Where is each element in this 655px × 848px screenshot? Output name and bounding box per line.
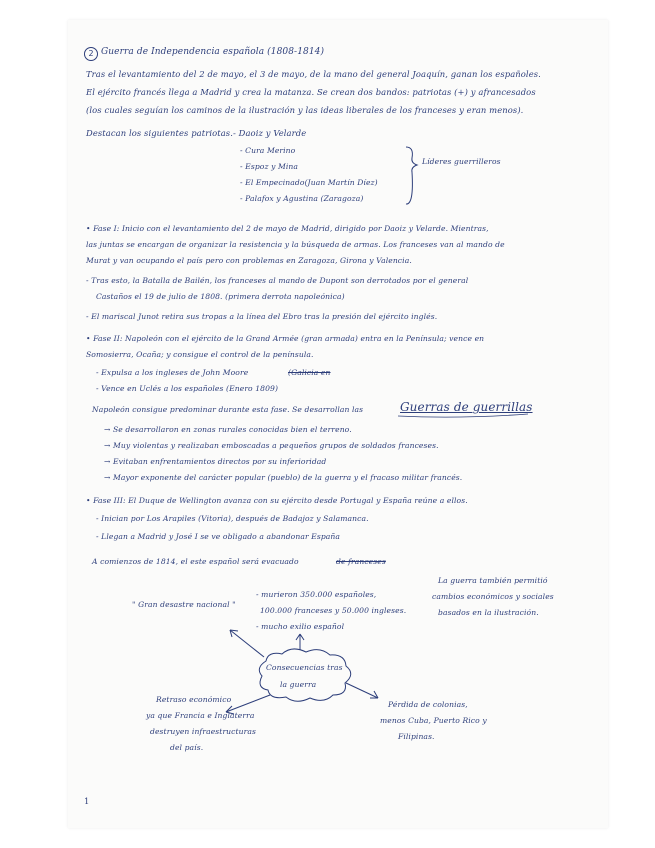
mindmap-deaths-line: - mucho exilio español	[256, 622, 345, 631]
mindmap-colonies-line: Filipinas.	[398, 732, 435, 741]
side-note-line: cambios económicos y sociales	[432, 592, 554, 601]
guerrilla-arrow-item: → Mayor exponente del carácter popular (pueblo) de la guerra y el fracaso militar francés.	[104, 473, 463, 482]
arrow-quote	[230, 630, 264, 657]
mindmap-economic-line: ya que Francia e Inglaterra	[146, 711, 255, 720]
fase3-line: - Inician por Los Arapiles (Vitoria), después de Badajoz y Salamanca.	[96, 514, 369, 523]
mindmap-deaths-line: - murieron 350.000 españoles,	[256, 590, 377, 599]
mindmap-colonies-line: menos Cuba, Puerto Rico y	[380, 716, 487, 725]
intro-line-1: Tras el levantamiento del 2 de mayo, el 3 de mayo, de la mano del general Joaquín, ganan los españoles.	[86, 69, 541, 79]
intro-line-3: (los cuales seguían los caminos de la ilustración y las ideas liberales de los franceses y eran menos).	[86, 105, 524, 115]
side-note-line: basados en la ilustración.	[438, 608, 539, 617]
leader-item: - Espoz y Mina	[240, 162, 298, 171]
mindmap-colonies-line: Pérdida de colonias,	[388, 700, 468, 709]
mindmap-quote: " Gran desastre nacional "	[132, 600, 236, 609]
fase2-line: Somosierra, Ocaña; y consigue el control de la península.	[86, 350, 314, 359]
consequences-cloud	[259, 649, 350, 701]
fase2-item: - Expulsa a los ingleses de John Moore	[96, 368, 249, 377]
intro-line-2: El ejército francés llega a Madrid y crea la matanza. Se crean dos bandos: patriotas (+) y afrancesados	[86, 87, 536, 97]
fase1-line: • Fase I: Inicio con el levantamiento del 2 de mayo de Madrid, dirigido por Daoiz y Velarde. Mientras,	[86, 224, 489, 233]
closing-line: A comienzos de 1814, el este español será evacuado	[92, 557, 299, 566]
fase1-line: Castaños el 19 de julio de 1808. (primera derrota napoleónica)	[96, 292, 345, 301]
section-title: Guerra de Independencia española (1808-1814)	[101, 47, 325, 57]
arrow-colonies	[346, 683, 378, 698]
mindmap-center-line: Consecuencias tras	[266, 663, 343, 672]
mindmap-economic-line: destruyen infraestructuras	[150, 727, 257, 736]
fase2-item: - Vence en Uclés a los españoles (Enero 1809)	[96, 384, 279, 393]
leader-item: - El Empecinado(Juan Martín Díez)	[240, 178, 378, 187]
guerrilla-arrow-item: → Muy violentas y realizaban emboscadas a pequeños grupos de soldados franceses.	[104, 441, 439, 450]
arrow-economic	[226, 695, 270, 712]
fase1-line: - El mariscal Junot retira sus tropas a la línea del Ebro tras la presión del ejército inglés.	[86, 312, 438, 321]
guerrillas-underline	[398, 414, 528, 417]
brace-label: Líderes guerrilleros	[422, 157, 501, 166]
page-number: 1	[84, 796, 90, 806]
side-note-line: La guerra también permitió	[438, 576, 548, 585]
section-number: 2	[84, 47, 98, 61]
mindmap-economic-line: Retraso económico	[156, 695, 232, 704]
struck-text: (Galicia en	[288, 368, 331, 377]
patriotas-heading: Destacan los siguientes patriotas.- Daoiz y Velarde	[86, 128, 307, 138]
leader-item: - Palafox y Agustina (Zaragoza)	[240, 194, 364, 203]
guerrilla-arrow-item: → Evitaban enfrentamientos directos por su inferioridad	[104, 457, 327, 466]
closing-struck: de franceses	[336, 557, 386, 566]
fase1-line: Murat y van ocupando el país pero con problemas en Zaragoza, Girona y Valencia.	[86, 256, 412, 265]
leader-item: - Cura Merino	[240, 146, 296, 155]
guerrillas-heading: Guerras de guerrillas	[400, 400, 533, 414]
mindmap-deaths-line: 100.000 franceses y 50.000 ingleses.	[260, 606, 407, 615]
guerrilla-arrow-item: → Se desarrollaron en zonas rurales conocidas bien el terreno.	[104, 425, 352, 434]
fase3-line: - Llegan a Madrid y José I se ve obligado a abandonar España	[96, 532, 341, 541]
fase2-line: • Fase II: Napoleón con el ejército de la Grand Armée (gran armada) entra en la Península; vence en	[86, 334, 485, 343]
guerrillas-prefix: Napoleón consigue predominar durante esta fase. Se desarrollan las	[92, 405, 364, 414]
mindmap-center-line: la guerra	[280, 680, 317, 689]
fase1-line: las juntas se encargan de organizar la resistencia y la búsqueda de armas. Los franceses van al mando de	[86, 240, 505, 249]
leaders-brace	[406, 147, 417, 204]
fase3-line: • Fase III: El Duque de Wellington avanza con su ejército desde Portugal y España reúne a ellos.	[86, 496, 468, 505]
mindmap-economic-line: del país.	[170, 743, 204, 752]
fase1-line: - Tras esto, la Batalla de Bailén, los franceses al mando de Dupont son derrotados por el general	[86, 276, 469, 285]
